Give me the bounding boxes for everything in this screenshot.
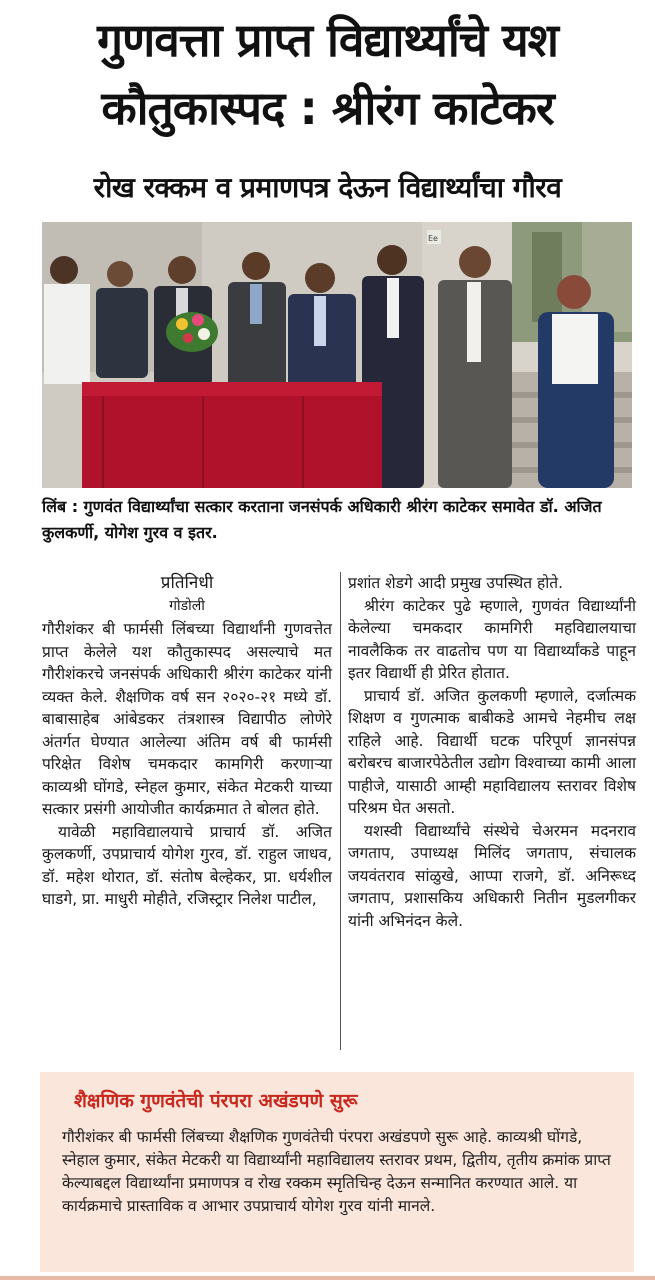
banner-label: Ee [428,234,438,243]
article-paragraph: यावेळी महाविद्यालयाचे प्राचार्य डॉ. अजित कुलकर्णी, उपप्राचार्य योगेश गुरव, डॉ. राहुल जाधव, डॉ. महेश थोरात, डॉ. संतोष बेल्हेकर, प्रा. धर्यशील घाडगे, प्रा. माधुरी मोहीते, रजिस्ट्रार निलेश पाटील, [42,822,332,908]
news-photo [42,222,632,488]
article-paragraph: श्रीरंग काटेकर पुढे म्हणाले, गुणवंत विद्यार्थ्यांनी केलेल्या चमकदार कामगिरी महविद्यालयाचा नावलैकिक तर वाढतोच पण या विद्यार्थ्यांकडे पाहून इतर विद्यार्थी ही प्रेरित होतात. [348,596,636,682]
bottom-rule [0,1276,655,1280]
highlight-box [40,1072,634,1272]
headline-line-1: गुणवत्ता प्राप्त विद्यार्थ्यांचे यश [97,13,558,67]
subheadline: रोख रक्कम व प्रमाणपत्र देऊन विद्यार्थ्यांचा गौरव [93,171,562,204]
article-column-right [348,572,636,932]
photo-caption: लिंब : गुणवंत विद्यार्थ्यांचा सत्कार करताना जनसंपर्क अधिकारी श्रीरंग काटेकर समावेत डॉ. अजित कुलकर्णी, योगेश गुरव व इतर. [42,497,602,542]
highlight-box-text: गौरीशंकर बी फार्मसी लिंबच्या शैक्षणिक गुणवंतेची पंरपरा अखंडपणे सुरू आहे. काव्यश्री घोंगडे, स्नेहाल कुमार, संकेत मेटकरी या विद्यार्थ्यांनी महाविद्यालय स्तरावर प्रथम, द्वितीय, तृतीय क्रमांक प्राप्त केल्याबद्दल विद्यार्थ्यांना प्रमाणपत्र व रोख रक्कम स्मृतिचिन्ह देऊन सन्मानित करण्यात आले. या कार्यक्रमाचे प्रास्ताविक व आभार उपप्राचार्य योगेश गुरव यांनी मानले. [62,1128,611,1215]
article-paragraph: यशस्वी विद्यार्थ्यांचे संस्थेचे चेअरमन मदनराव जगताप, उपाध्यक्ष मिलिंद जगताप, संचालक जयवंतराव सांळुखे, आप्पा राजगे, डॉ. अनिरूध्द जगताप, प्रशासकिय अधिकारी नितीन मुडलगीकर यांनी अभिनंदन केले. [348,821,636,930]
article-paragraph: प्रशांत शेडगे आदी प्रमुख उपस्थित होते. [348,574,564,592]
dateline: गोडोली [169,598,205,614]
column-divider [340,572,341,1050]
byline: प्रतिनिधी [160,573,214,593]
highlight-box-title: शैक्षणिक गुणवंतेची पंरपरा अखंडपणे सुरू [74,1090,358,1112]
article-column-left [42,570,332,911]
bouquet [166,312,218,352]
article-paragraph: प्राचार्य डॉ. अजित कुलकणी म्हणाले, दर्जात्मक शिक्षण व गुणत्माक बाबीकडे आमचे नेहमीच लक्ष राहिले आहे. विद्यार्थी घटक परिपूर्ण ज्ञानसंपन्न बरोबरच बाजारपेठेतील उद्योग विश्वाच्या कामी आला पाहीजे, यासाठी आम्ही महाविद्यालय स्तरावर विशेष परिश्रम घेत असतो. [348,686,636,817]
person-7 [438,246,512,488]
headline-line-2: कौतुकास्पद : श्रीरंग काटेकर [101,81,554,135]
article-paragraph: गौरीशंकर बी फार्मसी लिंबच्या विद्यार्थांनी गुणवत्तेत प्राप्त केलेले यश कौतुकास्पद असल्याचे मत गौरीशंकरचे जनसंपर्क अधिकारी श्रीरंग काटेकर यांनी व्यक्त केले. शैक्षणिक वर्ष सन २०२०-२१ मध्ये डॉ. बाबासाहेब आंबेडकर तंत्रशास्त्र विद्यापीठ लोणेरे अंतर्गत घेण्यात आलेल्या अंतिम वर्ष बी फार्मसी परिक्षेत विशेष चमकदार कामगिरी करणाऱ्या काव्यश्री घोंगडे, स्नेहल कुमार, संकेत मेटकरी याच्या सत्कार प्रसंगी आयोजीत कार्यक्रमात ते बोलत होते. [42,620,332,818]
